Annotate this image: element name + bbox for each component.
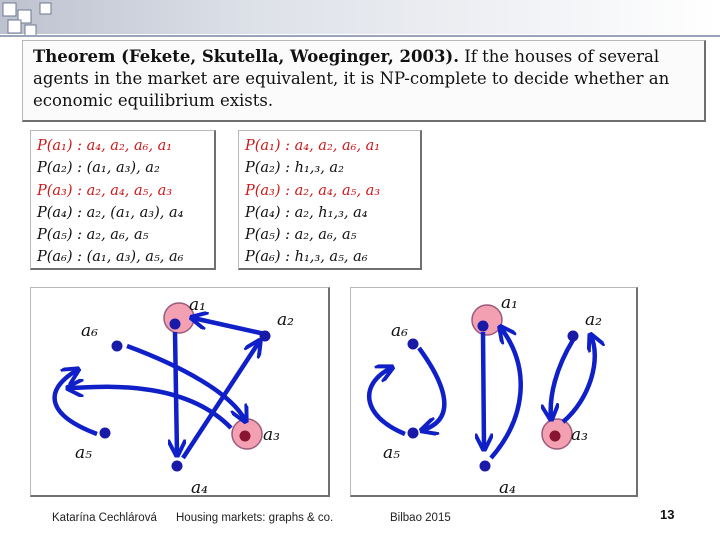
label-a5: a₅ — [383, 443, 400, 463]
label-a4: a₄ — [499, 478, 516, 498]
graph-left — [31, 288, 331, 498]
label-a5: a₅ — [75, 443, 92, 463]
preference-line: P(a₅) : a₂, a₆, a₅ — [245, 227, 357, 244]
edge-a5-a6 — [369, 368, 405, 434]
label-a3: a₃ — [263, 425, 280, 445]
theorem-box — [22, 40, 706, 122]
node-a6 — [112, 341, 123, 352]
node-a5 — [408, 428, 419, 439]
node-a2 — [568, 331, 579, 342]
label-a6: a₆ — [391, 321, 408, 341]
preferences-right-box — [238, 130, 422, 270]
node-a1 — [478, 321, 489, 332]
theorem-heading: Theorem (Fekete, Skutella, Woeginger, 2003). — [33, 47, 459, 66]
node-a6 — [408, 339, 419, 350]
node-a4 — [172, 461, 183, 472]
edge-a6-a3 — [127, 346, 245, 420]
label-a4: a₄ — [191, 478, 208, 498]
footer-venue: Bilbao 2015 — [390, 512, 451, 524]
preference-line: P(a₃) : a₂, a₄, a₅, a₃ — [245, 182, 381, 199]
graph-right — [351, 288, 639, 498]
preference-line: P(a₄) : a₂, (a₁, a₃), a₄ — [37, 204, 184, 221]
label-a1: a₁ — [501, 293, 518, 313]
page-number: 13 — [660, 507, 675, 522]
footer-title: Housing markets: graphs & co. — [176, 512, 334, 524]
preference-line: P(a₄) : a₂, h₁,₃, a₄ — [245, 204, 368, 221]
node-a3 — [240, 431, 251, 442]
edge-a4-a1 — [491, 328, 521, 458]
label-a1: a₁ — [189, 295, 206, 315]
node-a5 — [100, 428, 111, 439]
node-a1 — [170, 319, 181, 330]
node-a2 — [260, 331, 271, 342]
edge-a2-a1 — [193, 318, 265, 334]
label-a6: a₆ — [81, 321, 98, 341]
decorative-squares — [0, 0, 720, 40]
preference-line: P(a₁) : a₄, a₂, a₆, a₁ — [245, 138, 381, 154]
preference-line: P(a₂) : h₁,₃, a₂ — [245, 160, 344, 177]
preference-line: P(a₆) : (a₁, a₃), a₅, a₆ — [37, 249, 184, 266]
preference-line: P(a₁) : a₄, a₂, a₆, a₁ — [37, 138, 173, 154]
preference-line: P(a₅) : a₂, a₆, a₅ — [37, 227, 149, 244]
header-rule — [0, 35, 720, 37]
graph-right-box — [350, 287, 638, 497]
edge-a1-a4 — [175, 332, 177, 454]
preference-line: P(a₆) : h₁,₃, a₅, a₆ — [245, 249, 368, 266]
node-a3 — [550, 431, 561, 442]
node-a4 — [480, 461, 491, 472]
preference-line: P(a₃) : a₂, a₄, a₅, a₃ — [37, 182, 173, 199]
theorem-text: If the houses of several agents in the market are equivalent, it is NP-complete to decide whether an economic equilibrium exists. — [33, 47, 670, 110]
footer-author: Katarína Cechlárová — [52, 512, 157, 524]
highlight-a1 — [472, 305, 502, 335]
edge-a6-a5 — [419, 348, 444, 430]
graph-left-box — [30, 287, 330, 497]
edge-a5-loop — [55, 370, 97, 434]
label-a2: a₂ — [585, 310, 602, 330]
edge-a1-a4 — [483, 332, 484, 448]
edge-a2-a3 — [551, 340, 573, 418]
label-a3: a₃ — [571, 425, 588, 445]
label-a2: a₂ — [277, 310, 294, 330]
preference-line: P(a₂) : (a₁, a₃), a₂ — [37, 160, 160, 177]
preferences-left-box — [30, 130, 216, 270]
